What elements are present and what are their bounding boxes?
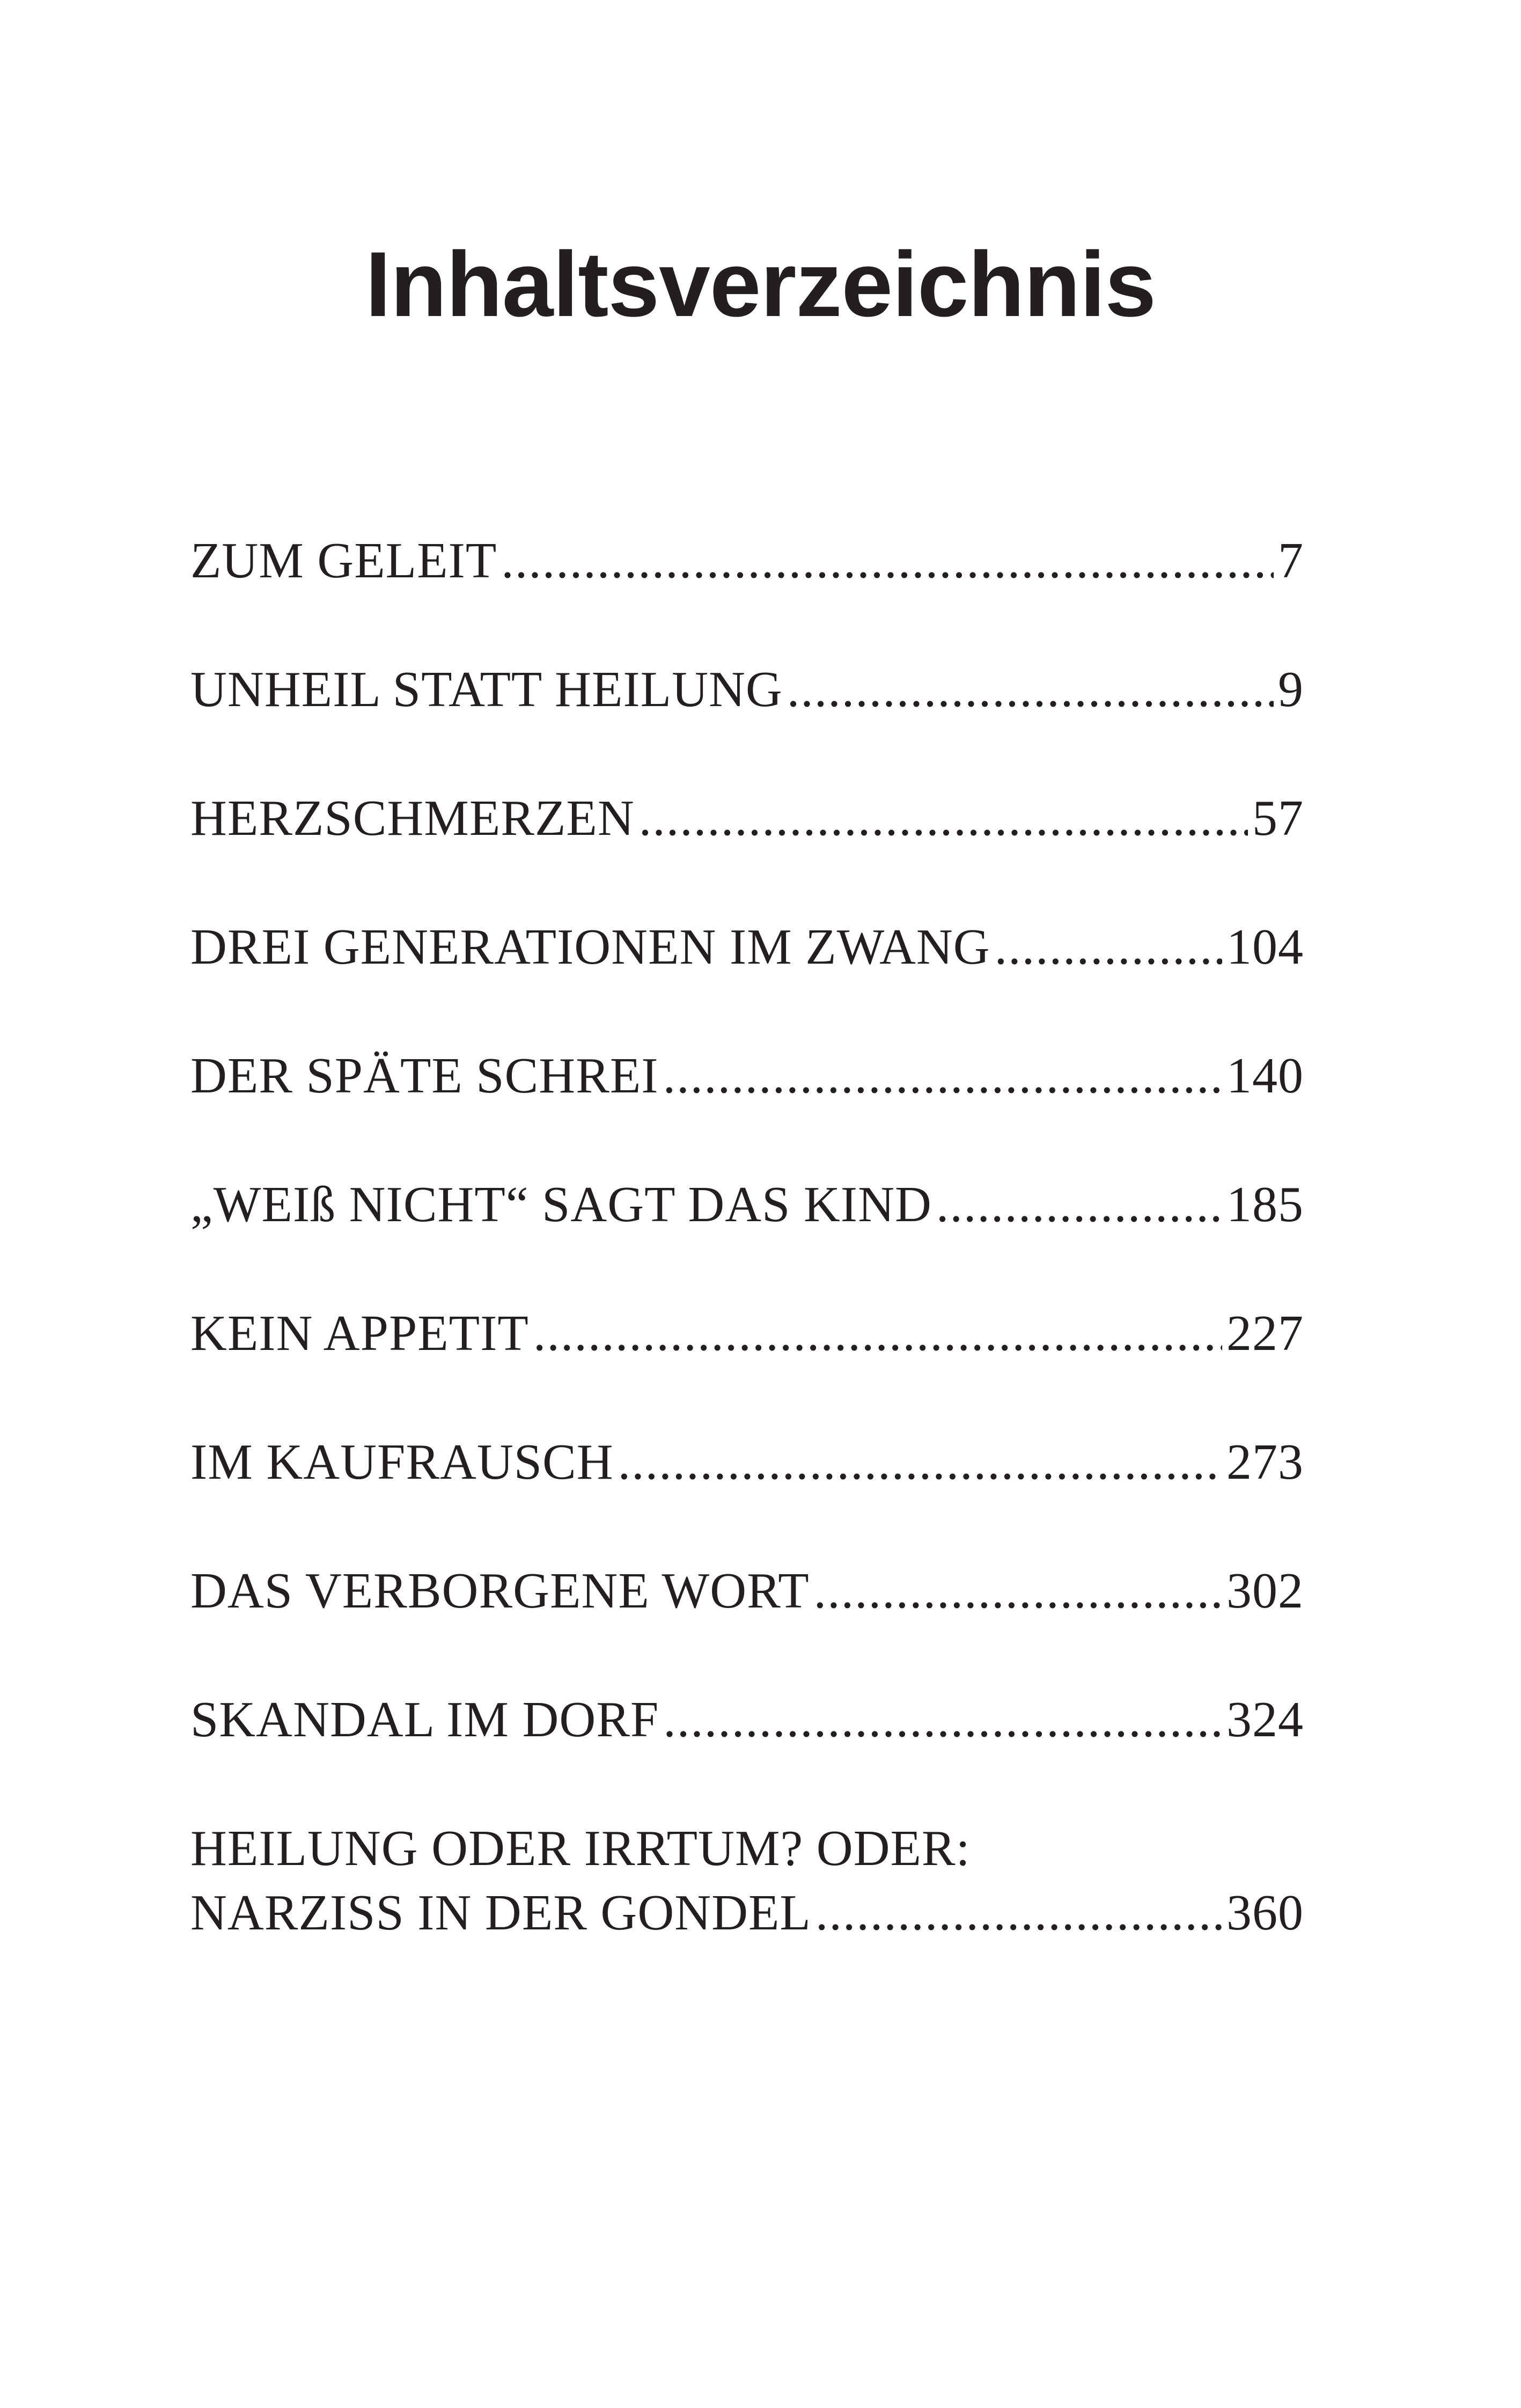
toc-dot-leader bbox=[663, 1687, 1222, 1752]
toc-page-number: 302 bbox=[1226, 1563, 1304, 1619]
toc-entry bbox=[190, 1172, 1304, 1237]
toc-entry-title: UNHEIL STATT HEILUNG bbox=[190, 662, 783, 717]
toc-entry bbox=[190, 528, 1304, 593]
toc-page-number: 227 bbox=[1226, 1305, 1304, 1361]
toc-entry-title: DAS VERBORGENE WORT bbox=[190, 1563, 810, 1619]
table-of-contents bbox=[190, 528, 1304, 2009]
toc-entry bbox=[190, 657, 1304, 722]
toc-page-number: 324 bbox=[1226, 1692, 1304, 1748]
toc-entry-title: IM KAUFRAUSCH bbox=[190, 1434, 614, 1490]
toc-page-number: 104 bbox=[1226, 919, 1304, 975]
toc-page-number: 360 bbox=[1226, 1885, 1304, 1941]
toc-page-number: 185 bbox=[1226, 1177, 1304, 1232]
toc-dot-leader bbox=[936, 1172, 1222, 1237]
toc-entry bbox=[190, 1687, 1304, 1752]
toc-entry bbox=[190, 1816, 1304, 1945]
toc-entry-title: „WEIß NICHT“ SAGT DAS KIND bbox=[190, 1177, 932, 1232]
toc-page-number: 7 bbox=[1278, 533, 1304, 589]
toc-dot-leader bbox=[533, 1301, 1222, 1365]
toc-entry-title-line1: HEILUNG ODER IRRTUM? ODER: bbox=[190, 1820, 971, 1876]
toc-entry bbox=[190, 915, 1304, 979]
toc-page-number: 273 bbox=[1226, 1434, 1304, 1490]
toc-dot-leader bbox=[815, 1881, 1222, 1945]
toc-entry bbox=[190, 1044, 1304, 1108]
toc-entry-title: HERZSCHMERZEN bbox=[190, 790, 635, 846]
page-title: Inhaltsverzeichnis bbox=[365, 233, 1156, 336]
toc-entry bbox=[190, 1301, 1304, 1365]
toc-page-number: 57 bbox=[1252, 790, 1304, 846]
toc-page-number: 140 bbox=[1226, 1048, 1304, 1104]
toc-dot-leader bbox=[501, 528, 1274, 593]
toc-entry-title: DREI GENERATIONEN IM ZWANG bbox=[190, 919, 990, 975]
toc-dot-leader bbox=[814, 1559, 1222, 1623]
toc-entry-title: SKANDAL IM DORF bbox=[190, 1692, 659, 1748]
toc-entry bbox=[190, 1430, 1304, 1494]
toc-entry-title: DER SPÄTE SCHREI bbox=[190, 1048, 659, 1104]
toc-dot-leader bbox=[995, 915, 1222, 979]
toc-dot-leader bbox=[639, 786, 1248, 850]
toc-dot-leader bbox=[618, 1430, 1222, 1494]
toc-dot-leader bbox=[787, 657, 1274, 722]
toc-entry-title: KEIN APPETIT bbox=[190, 1305, 529, 1361]
toc-entry-title: NARZISS IN DER GONDEL bbox=[190, 1885, 811, 1941]
toc-page-number: 9 bbox=[1278, 662, 1304, 717]
toc-entry bbox=[190, 1559, 1304, 1623]
toc-dot-leader bbox=[663, 1044, 1222, 1108]
toc-entry bbox=[190, 786, 1304, 850]
toc-entry-title: ZUM GELEIT bbox=[190, 533, 497, 589]
